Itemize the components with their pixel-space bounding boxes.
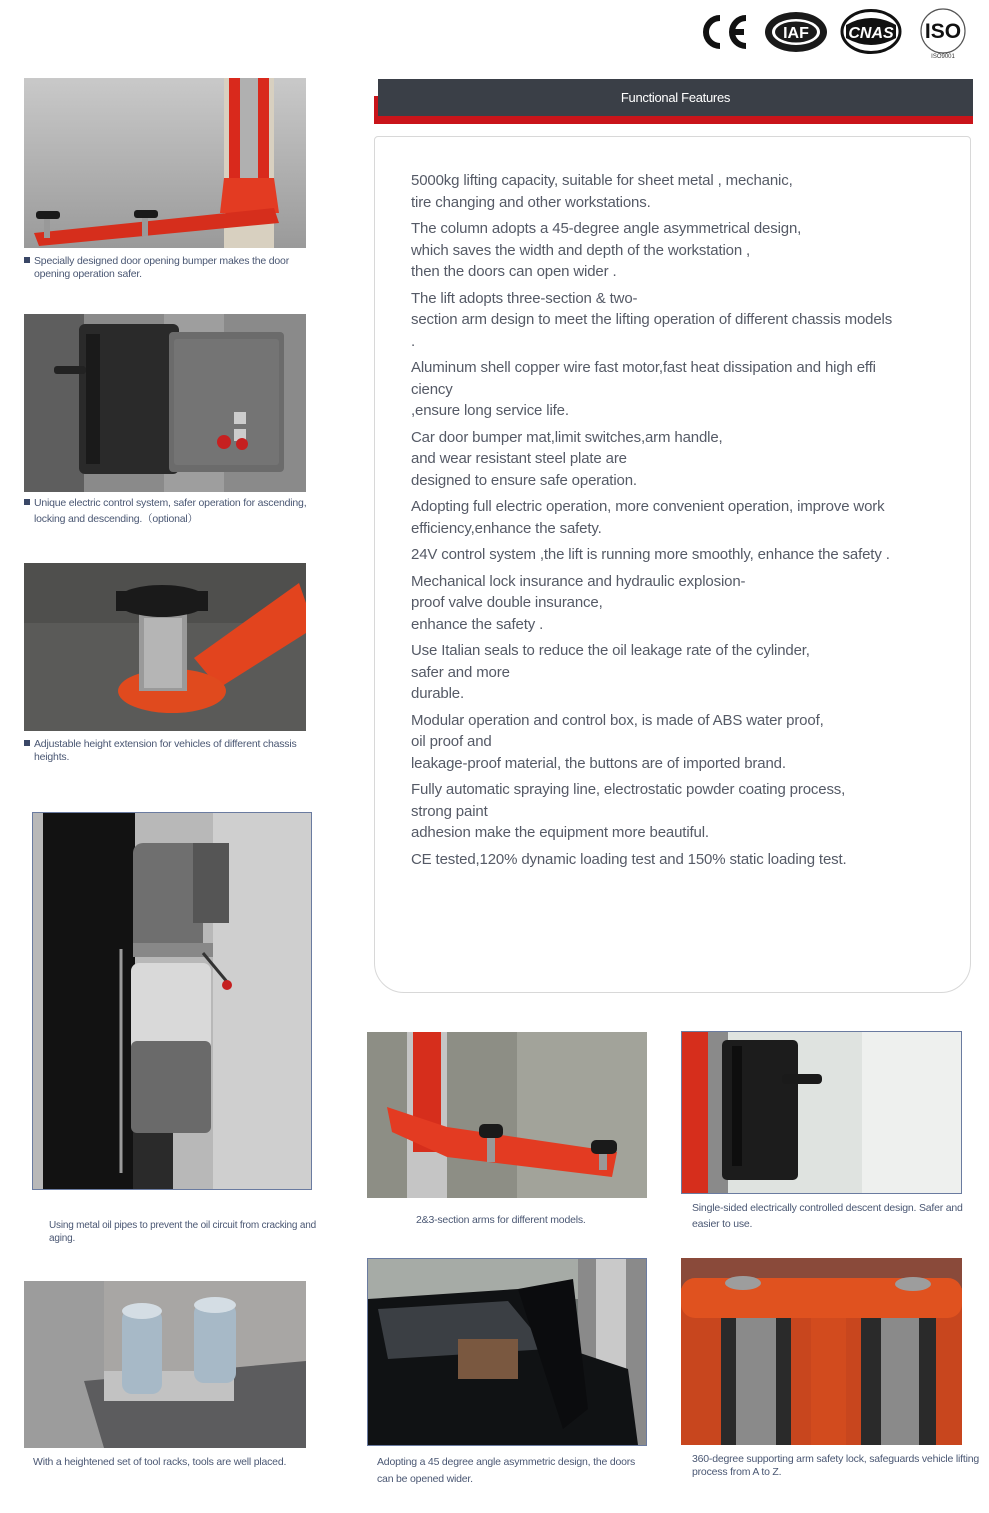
feature-line: adhesion make the equipment more beautiful. bbox=[411, 824, 709, 841]
control-system-caption: Unique electric control system, safer operation for ascending, locking and descending.（optional） bbox=[24, 497, 319, 526]
descent-control-photo bbox=[681, 1031, 962, 1194]
asymmetric-caption: Adopting a 45 degree angle asymmetric design, the doors can be opened wider. bbox=[377, 1456, 636, 1485]
feature-line: leakage-proof material, the buttons are of imported brand. bbox=[411, 754, 786, 772]
feature-line: 5000kg lifting capacity, suitable for sheet metal , mechanic, bbox=[411, 172, 793, 189]
svg-text:CNAS: CNAS bbox=[848, 25, 894, 42]
features-list bbox=[411, 170, 936, 875]
oil-pipes-caption: Using metal oil pipes to prevent the oil circuit from cracking and aging. bbox=[49, 1220, 316, 1244]
safety-lock-caption: 360-degree supporting arm safety lock, safeguards vehicle lifting process from A to Z. bbox=[692, 1453, 979, 1478]
feature-item bbox=[411, 357, 936, 422]
tool-racks-caption: With a heightened set of tool racks, tools are well placed. bbox=[33, 1456, 287, 1468]
feature-line: Aluminum shell copper wire fast motor,fast heat dissipation and high effi bbox=[411, 359, 876, 376]
feature-item bbox=[411, 571, 936, 636]
door-bumper-caption: Specially designed door opening bumper makes the door opening operation safer. bbox=[24, 255, 314, 281]
feature-line: enhance the safety . bbox=[411, 615, 544, 633]
power-unit-photo bbox=[32, 812, 312, 1190]
ce-mark-logo bbox=[698, 12, 750, 52]
cnas-mark-logo bbox=[840, 9, 902, 54]
arms-caption: 2&3-section arms for different models. bbox=[416, 1214, 586, 1226]
feature-line: which saves the width and depth of the workstation , bbox=[411, 241, 751, 259]
feature-item bbox=[411, 288, 936, 353]
svg-text:ISO: ISO bbox=[924, 20, 962, 43]
feature-line: oil proof and bbox=[411, 733, 492, 750]
feature-line: tire changing and other workstations. bbox=[411, 193, 651, 211]
descent-caption: Single-sided electrically controlled descent design. Safer and easier to use. bbox=[692, 1202, 963, 1230]
section-title: Functional Features bbox=[378, 79, 973, 116]
feature-line: Use Italian seals to reduce the oil leakage rate of the cylinder, bbox=[411, 642, 810, 659]
feature-line: safer and more bbox=[411, 663, 510, 681]
svg-text:IAF: IAF bbox=[783, 25, 809, 42]
svg-text:ISO9001: ISO9001 bbox=[931, 54, 955, 60]
feature-item bbox=[411, 427, 936, 492]
feature-line: Mechanical lock insurance and hydraulic explosion- bbox=[411, 572, 746, 590]
feature-item bbox=[411, 640, 936, 705]
feature-line: ,ensure long service life. bbox=[411, 402, 569, 419]
feature-line: The lift adopts three-section & two- bbox=[411, 289, 638, 307]
tool-racks-photo bbox=[24, 1281, 306, 1448]
iaf-mark-logo bbox=[763, 10, 829, 54]
control-box-photo bbox=[24, 314, 306, 492]
feature-item bbox=[411, 496, 936, 539]
bullet-icon bbox=[24, 499, 30, 505]
feature-line: and wear resistant steel plate are bbox=[411, 450, 627, 467]
section-arms-photo bbox=[367, 1032, 647, 1198]
feature-line: efficiency,enhance the safety. bbox=[411, 519, 602, 537]
feature-item bbox=[411, 849, 936, 871]
feature-line: Fully automatic spraying line, electrostatic powder coating process, bbox=[411, 781, 846, 798]
feature-line: strong paint bbox=[411, 802, 488, 820]
feature-item bbox=[411, 170, 936, 213]
feature-item bbox=[411, 218, 936, 283]
feature-line: 24V control system ,the lift is running more smoothly, enhance the safety . bbox=[411, 546, 890, 563]
feature-line: proof valve double insurance, bbox=[411, 594, 603, 611]
feature-item bbox=[411, 710, 936, 775]
feature-line: designed to ensure safe operation. bbox=[411, 471, 637, 489]
feature-line: Adopting full electric operation, more convenient operation, improve work bbox=[411, 498, 885, 515]
feature-item bbox=[411, 779, 936, 844]
bullet-icon bbox=[24, 740, 30, 746]
feature-line: durable. bbox=[411, 685, 465, 702]
height-extension-caption: Adjustable height extension for vehicles of different chassis heights. bbox=[24, 738, 314, 764]
bullet-icon bbox=[24, 257, 30, 263]
feature-line: section arm design to meet the lifting operation of different chassis models bbox=[411, 311, 893, 328]
feature-line: Modular operation and control box, is made of ABS water proof, bbox=[411, 711, 824, 729]
feature-line: . bbox=[411, 332, 416, 350]
feature-item bbox=[411, 544, 936, 566]
safety-lock-photo bbox=[681, 1258, 962, 1445]
door-bumper-photo bbox=[24, 78, 306, 248]
feature-line: CE tested,120% dynamic loading test and 150% static loading test. bbox=[411, 850, 847, 868]
feature-line: ciency bbox=[411, 380, 453, 398]
iso-mark-logo bbox=[915, 7, 971, 61]
feature-line: Car door bumper mat,limit switches,arm handle, bbox=[411, 428, 723, 446]
feature-line: then the doors can open wider . bbox=[411, 263, 617, 280]
feature-line: The column adopts a 45-degree angle asymmetrical design, bbox=[411, 220, 802, 237]
height-extension-photo bbox=[24, 563, 306, 731]
car-door-photo bbox=[367, 1258, 647, 1446]
